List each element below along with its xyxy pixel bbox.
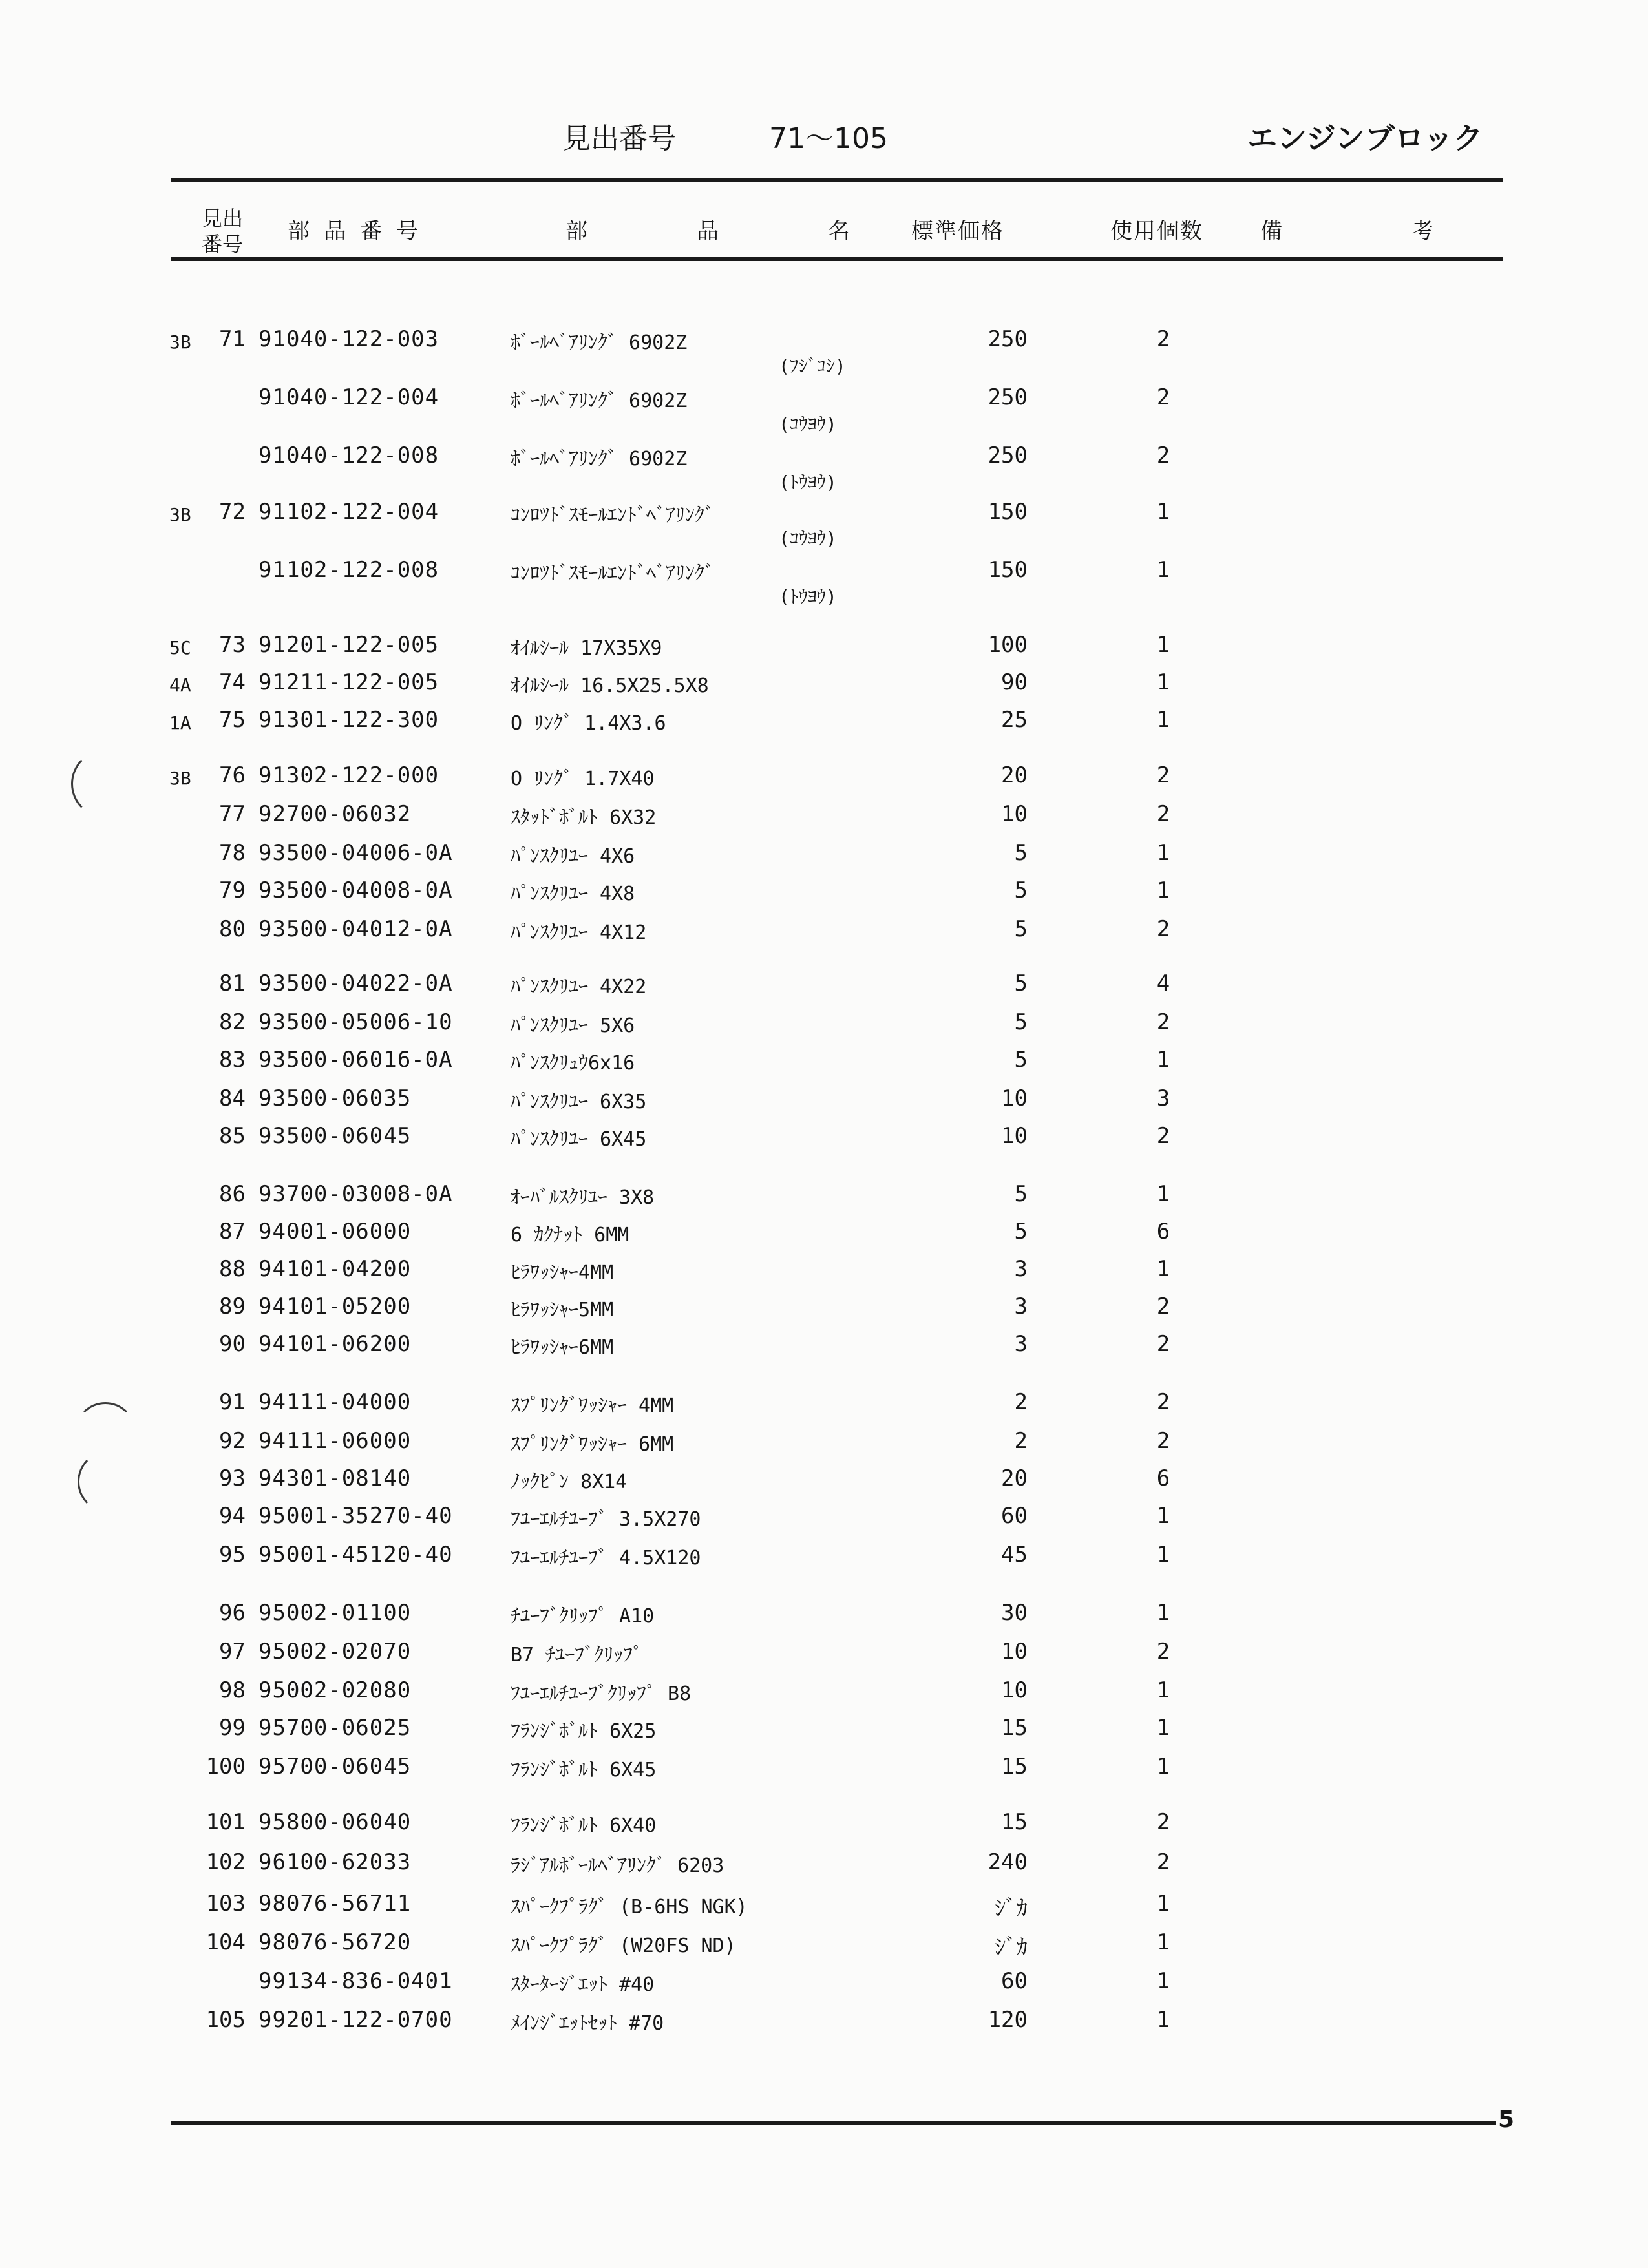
cell-pno: 91302-122-000 xyxy=(259,762,439,788)
cell-price: 20 xyxy=(1001,1465,1028,1491)
cell-idx: 81 xyxy=(219,971,246,996)
cell-name: O ﾘﾝｸﾞ 1.4X3.6 xyxy=(511,712,666,735)
table-row xyxy=(0,762,1648,799)
cell-pno: 95700-06045 xyxy=(259,1754,412,1780)
cell-pno: 94001-06000 xyxy=(259,1219,412,1244)
cell-name: 6 ｶｸﾅｯﾄ 6MM xyxy=(511,1224,629,1246)
cell-qty: 1 xyxy=(1156,1542,1170,1568)
cell-name: ﾋﾗﾜｯｼｬｰ5MM xyxy=(511,1299,614,1321)
cell-price: 15 xyxy=(1001,1754,1028,1780)
cell-pno: 95700-06025 xyxy=(259,1715,412,1741)
table-row xyxy=(0,1809,1648,1845)
cell-idx: 105 xyxy=(206,2007,246,2033)
cell-idx: 94 xyxy=(219,1503,246,1529)
cell-grp: 5C xyxy=(169,637,191,658)
cell-price: 240 xyxy=(988,1849,1028,1875)
cell-sub: (ﾄｳﾖｳ) xyxy=(779,472,837,493)
cell-price: 60 xyxy=(1001,1968,1028,1994)
cell-sub: (ﾌｼﾞｺｼ) xyxy=(779,355,846,377)
cell-pno: 95800-06040 xyxy=(259,1809,412,1835)
cell-qty: 1 xyxy=(1156,1891,1170,1916)
cell-qty: 6 xyxy=(1156,1219,1170,1244)
cell-pno: 94301-08140 xyxy=(259,1465,412,1491)
cell-grp: 4A xyxy=(169,675,191,696)
cell-qty: 2 xyxy=(1156,1331,1170,1357)
table-row xyxy=(0,632,1648,668)
cell-price: 100 xyxy=(988,632,1028,658)
cell-pno: 94101-05200 xyxy=(259,1294,412,1319)
cell-qty: 2 xyxy=(1156,1009,1170,1035)
cell-price: 5 xyxy=(1014,1047,1028,1073)
cell-price: 25 xyxy=(1001,707,1028,733)
cell-name: ﾉｯｸﾋﾟﾝ 8X14 xyxy=(511,1471,628,1493)
cell-idx: 72 xyxy=(219,499,246,525)
cell-qty: 1 xyxy=(1156,840,1170,866)
cell-price: 5 xyxy=(1014,840,1028,866)
table-row xyxy=(0,1428,1648,1464)
cell-price: 10 xyxy=(1001,1123,1028,1149)
table-row xyxy=(0,1849,1648,1885)
cell-idx: 104 xyxy=(206,1929,246,1955)
cell-pno: 95002-01100 xyxy=(259,1600,412,1626)
cell-price: 15 xyxy=(1001,1809,1028,1835)
cell-pno: 91201-122-005 xyxy=(259,632,439,658)
cell-price: 3 xyxy=(1014,1294,1028,1319)
cell-idx: 77 xyxy=(219,801,246,827)
cell-pno: 94101-06200 xyxy=(259,1331,412,1357)
table-row xyxy=(0,1465,1648,1502)
cell-name: ﾋﾗﾜｯｼｬｰ4MM xyxy=(511,1261,614,1284)
cell-name: ﾒｲﾝｼﾞｴｯﾄｾｯﾄ #70 xyxy=(511,2012,664,2035)
cell-name: ﾌﾗﾝｼﾞﾎﾞﾙﾄ 6X25 xyxy=(511,1720,657,1743)
cell-name: ﾊﾟﾝｽｸﾘﾕｰ 4X12 xyxy=(511,921,647,944)
cell-price: 15 xyxy=(1001,1715,1028,1741)
cell-pno: 99201-122-0700 xyxy=(259,2007,453,2033)
cell-sub: (ﾄｳﾖｳ) xyxy=(779,586,837,607)
cell-name: ｽﾊﾟｰｸﾌﾟﾗｸﾞ (B-6HS NGK) xyxy=(511,1896,748,1918)
cell-pno: 93500-04006-0A xyxy=(259,840,453,866)
cell-idx: 99 xyxy=(219,1715,246,1741)
cell-idx: 100 xyxy=(206,1754,246,1780)
cell-qty: 1 xyxy=(1156,1929,1170,1955)
cell-pno: 95002-02080 xyxy=(259,1677,412,1703)
cell-price: 2 xyxy=(1014,1389,1028,1415)
table-row xyxy=(0,2007,1648,2043)
cell-qty: 1 xyxy=(1156,1677,1170,1703)
col-part-no: 部品番号 xyxy=(288,218,432,244)
cell-pno: 92700-06032 xyxy=(259,801,412,827)
table-row xyxy=(0,669,1648,706)
cell-grp: 3B xyxy=(169,504,191,525)
cell-name: ﾌﾗﾝｼﾞﾎﾞﾙﾄ 6X45 xyxy=(511,1759,657,1781)
punch-hole-mark xyxy=(71,750,140,818)
cell-pno: 95001-45120-40 xyxy=(259,1542,453,1568)
cell-qty: 2 xyxy=(1156,443,1170,468)
cell-idx: 76 xyxy=(219,762,246,788)
cell-name: ﾋﾗﾜｯｼｬｰ6MM xyxy=(511,1336,614,1359)
cell-pno: 93500-06035 xyxy=(259,1086,412,1111)
cell-price: 5 xyxy=(1014,1009,1028,1035)
cell-pno: 93500-04022-0A xyxy=(259,971,453,996)
punch-hole-mark xyxy=(78,1451,140,1513)
table-row xyxy=(0,1047,1648,1083)
cell-idx: 102 xyxy=(206,1849,246,1875)
cell-qty: 1 xyxy=(1156,557,1170,583)
cell-idx: 93 xyxy=(219,1465,246,1491)
cell-idx: 91 xyxy=(219,1389,246,1415)
cell-idx: 101 xyxy=(206,1809,246,1835)
table-row xyxy=(0,916,1648,952)
col-name-2: 品 xyxy=(697,218,719,244)
cell-name: B7 ﾁﾕｰﾌﾞｸﾘｯﾌﾟ xyxy=(511,1644,643,1666)
section-title: エンジンブロック xyxy=(1247,121,1483,156)
cell-idx: 85 xyxy=(219,1123,246,1149)
cell-name: ﾎﾞｰﾙﾍﾞｱﾘﾝｸﾞ 6902Z xyxy=(511,390,688,412)
table-row xyxy=(0,557,1648,607)
cell-idx: 97 xyxy=(219,1639,246,1664)
cell-qty: 1 xyxy=(1156,1715,1170,1741)
cell-qty: 2 xyxy=(1156,1294,1170,1319)
cell-price: 150 xyxy=(988,557,1028,583)
col-remarks-1: 備 xyxy=(1260,218,1284,244)
cell-sub: (ｺｳﾖｳ) xyxy=(779,528,837,549)
cell-name: ｺﾝﾛﾂﾄﾞｽﾓｰﾙｴﾝﾄﾞﾍﾞｱﾘﾝｸﾞ xyxy=(511,504,714,527)
col-midashi: 見出番号 xyxy=(202,206,244,257)
cell-idx: 84 xyxy=(219,1086,246,1111)
cell-name: ﾌﾕｰｴﾙﾁﾕｰﾌﾞ 4.5X120 xyxy=(511,1547,701,1570)
cell-name: ｽﾌﾟﾘﾝｸﾞﾜｯｼｬｰ 6MM xyxy=(511,1433,674,1456)
cell-idx: 71 xyxy=(219,326,246,352)
cell-idx: 82 xyxy=(219,1009,246,1035)
cell-qty: 2 xyxy=(1156,1123,1170,1149)
table-row xyxy=(0,801,1648,837)
cell-qty: 1 xyxy=(1156,1754,1170,1780)
cell-qty: 4 xyxy=(1156,971,1170,996)
table-row xyxy=(0,1389,1648,1425)
cell-qty: 2 xyxy=(1156,916,1170,942)
cell-grp: 3B xyxy=(169,768,191,789)
cell-grp: 3B xyxy=(169,331,191,353)
cell-price: 30 xyxy=(1001,1600,1028,1626)
cell-price: 3 xyxy=(1014,1331,1028,1357)
cell-idx: 86 xyxy=(219,1181,246,1207)
cell-pno: 98076-56720 xyxy=(259,1929,412,1955)
cell-name: ｺﾝﾛﾂﾄﾞｽﾓｰﾙｴﾝﾄﾞﾍﾞｱﾘﾝｸﾞ xyxy=(511,562,714,585)
cell-price: 5 xyxy=(1014,1181,1028,1207)
cell-qty: 1 xyxy=(1156,1600,1170,1626)
cell-idx: 83 xyxy=(219,1047,246,1073)
cell-qty: 6 xyxy=(1156,1465,1170,1491)
cell-qty: 1 xyxy=(1156,669,1170,695)
cell-name: ﾊﾟﾝｽｸﾘｭｳ6x16 xyxy=(511,1052,635,1075)
header-range: 71〜105 xyxy=(769,122,888,155)
cell-name: ﾊﾟﾝｽｸﾘﾕｰ 6X35 xyxy=(511,1091,647,1113)
cell-pno: 91102-122-008 xyxy=(259,557,439,583)
cell-price: 250 xyxy=(988,326,1028,352)
cell-pno: 91040-122-003 xyxy=(259,326,439,352)
cell-qty: 1 xyxy=(1156,1503,1170,1529)
table-row xyxy=(0,384,1648,435)
cell-idx: 98 xyxy=(219,1677,246,1703)
cell-idx: 103 xyxy=(206,1891,246,1916)
cell-name: ｵｲﾙｼｰﾙ 16.5X25.5X8 xyxy=(511,675,709,697)
cell-price: 3 xyxy=(1014,1256,1028,1282)
cell-qty: 2 xyxy=(1156,1809,1170,1835)
table-row xyxy=(0,1677,1648,1714)
cell-pno: 96100-62033 xyxy=(259,1849,412,1875)
cell-qty: 1 xyxy=(1156,2007,1170,2033)
table-row xyxy=(0,326,1648,377)
cell-pno: 95001-35270-40 xyxy=(259,1503,453,1529)
cell-price: 150 xyxy=(988,499,1028,525)
col-name-3: 名 xyxy=(828,218,850,244)
cell-idx: 95 xyxy=(219,1542,246,1568)
cell-qty: 1 xyxy=(1156,499,1170,525)
cell-qty: 2 xyxy=(1156,801,1170,827)
cell-idx: 90 xyxy=(219,1331,246,1357)
cell-qty: 3 xyxy=(1156,1086,1170,1111)
cell-name: ﾊﾟﾝｽｸﾘﾕｰ 6X45 xyxy=(511,1128,647,1151)
table-row xyxy=(0,1542,1648,1578)
table-row xyxy=(0,1331,1648,1367)
cell-qty: 1 xyxy=(1156,1047,1170,1073)
cell-name: ﾊﾟﾝｽｸﾘﾕｰ 4X8 xyxy=(511,883,635,905)
table-row xyxy=(0,1968,1648,2004)
cell-idx: 96 xyxy=(219,1600,246,1626)
table-row xyxy=(0,1256,1648,1292)
cell-price: ｼﾞｶ xyxy=(995,1896,1028,1922)
cell-idx: 75 xyxy=(219,707,246,733)
cell-qty: 2 xyxy=(1156,326,1170,352)
cell-idx: 79 xyxy=(219,877,246,903)
cell-qty: 2 xyxy=(1156,1428,1170,1454)
cell-qty: 2 xyxy=(1156,1849,1170,1875)
cell-name: ﾗｼﾞｱﾙﾎﾞｰﾙﾍﾞｱﾘﾝｸﾞ 6203 xyxy=(511,1854,724,1877)
cell-price: 5 xyxy=(1014,971,1028,996)
cell-price: 250 xyxy=(988,384,1028,410)
cell-pno: 91040-122-008 xyxy=(259,443,439,468)
cell-qty: 1 xyxy=(1156,632,1170,658)
cell-name: ｽﾀｯﾄﾞﾎﾞﾙﾄ 6X32 xyxy=(511,806,657,829)
cell-pno: 91040-122-004 xyxy=(259,384,439,410)
cell-name: ﾎﾞｰﾙﾍﾞｱﾘﾝｸﾞ 6902Z xyxy=(511,448,688,470)
cell-pno: 94111-04000 xyxy=(259,1389,412,1415)
page-number: 5 xyxy=(1498,2106,1515,2133)
cell-price: 10 xyxy=(1001,1639,1028,1664)
cell-price: 120 xyxy=(988,2007,1028,2033)
cell-pno: 93700-03008-0A xyxy=(259,1181,453,1207)
cell-idx: 88 xyxy=(219,1256,246,1282)
table-row xyxy=(0,707,1648,743)
bottom-rule xyxy=(171,2121,1496,2125)
cell-price: 250 xyxy=(988,443,1028,468)
cell-price: 5 xyxy=(1014,877,1028,903)
col-remarks-2: 考 xyxy=(1411,218,1435,244)
table-row xyxy=(0,1754,1648,1790)
cell-name: ﾎﾞｰﾙﾍﾞｱﾘﾝｸﾞ 6902Z xyxy=(511,331,688,354)
top-rule xyxy=(171,178,1503,182)
table-row xyxy=(0,1219,1648,1255)
header-rule xyxy=(171,257,1503,261)
cell-pno: 94101-04200 xyxy=(259,1256,412,1282)
table-row xyxy=(0,1123,1648,1159)
col-qty: 使用個数 xyxy=(1110,218,1203,244)
cell-pno: 91102-122-004 xyxy=(259,499,439,525)
cell-idx: 87 xyxy=(219,1219,246,1244)
table-row xyxy=(0,1929,1648,1966)
cell-qty: 1 xyxy=(1156,1968,1170,1994)
cell-price: 10 xyxy=(1001,801,1028,827)
col-name-1: 部 xyxy=(565,218,587,244)
table-row xyxy=(0,1009,1648,1045)
cell-price: 60 xyxy=(1001,1503,1028,1529)
cell-price: 5 xyxy=(1014,1219,1028,1244)
cell-name: ｵｰﾊﾞﾙｽｸﾘﾕｰ 3X8 xyxy=(511,1186,655,1209)
table-row xyxy=(0,443,1648,493)
cell-qty: 2 xyxy=(1156,762,1170,788)
table-row xyxy=(0,1294,1648,1330)
cell-qty: 2 xyxy=(1156,384,1170,410)
cell-name: ﾌﾕｰｴﾙﾁﾕｰﾌﾞ 3.5X270 xyxy=(511,1508,701,1531)
cell-qty: 1 xyxy=(1156,707,1170,733)
cell-idx: 89 xyxy=(219,1294,246,1319)
cell-price: 20 xyxy=(1001,762,1028,788)
cell-pno: 93500-06016-0A xyxy=(259,1047,453,1073)
cell-pno: 93500-06045 xyxy=(259,1123,412,1149)
table-row xyxy=(0,1600,1648,1636)
cell-grp: 1A xyxy=(169,712,191,733)
cell-pno: 98076-56711 xyxy=(259,1891,412,1916)
cell-name: ﾌﾕｰｴﾙﾁﾕｰﾌﾞｸﾘｯﾌﾟ B8 xyxy=(511,1683,692,1705)
cell-name: ﾁﾕｰﾌﾞｸﾘｯﾌﾟ A10 xyxy=(511,1605,655,1628)
cell-idx: 73 xyxy=(219,632,246,658)
cell-price: 10 xyxy=(1001,1677,1028,1703)
cell-qty: 1 xyxy=(1156,877,1170,903)
cell-name: ﾊﾟﾝｽｸﾘﾕｰ 4X6 xyxy=(511,845,635,868)
cell-name: O ﾘﾝｸﾞ 1.7X40 xyxy=(511,768,655,790)
cell-name: ﾌﾗﾝｼﾞﾎﾞﾙﾄ 6X40 xyxy=(511,1814,657,1837)
table-row xyxy=(0,1891,1648,1927)
cell-name: ｽﾌﾟﾘﾝｸﾞﾜｯｼｬｰ 4MM xyxy=(511,1394,674,1417)
cell-qty: 1 xyxy=(1156,1181,1170,1207)
cell-price: 45 xyxy=(1001,1542,1028,1568)
table-row xyxy=(0,1639,1648,1675)
cell-sub: (ｺｳﾖｳ) xyxy=(779,414,837,435)
cell-idx: 78 xyxy=(219,840,246,866)
table-row xyxy=(0,1086,1648,1122)
cell-price: 2 xyxy=(1014,1428,1028,1454)
cell-qty: 2 xyxy=(1156,1389,1170,1415)
col-name xyxy=(565,213,850,245)
table-row xyxy=(0,499,1648,549)
cell-qty: 2 xyxy=(1156,1639,1170,1664)
cell-pno: 94111-06000 xyxy=(259,1428,412,1454)
cell-pno: 95002-02070 xyxy=(259,1639,412,1664)
cell-price: 90 xyxy=(1001,669,1028,695)
table-row xyxy=(0,1715,1648,1751)
cell-idx: 74 xyxy=(219,669,246,695)
cell-pno: 99134-836-0401 xyxy=(259,1968,453,1994)
cell-pno: 93500-04008-0A xyxy=(259,877,453,903)
cell-pno: 93500-05006-10 xyxy=(259,1009,453,1035)
cell-name: ﾊﾟﾝｽｸﾘﾕｰ 4X22 xyxy=(511,976,647,998)
table-row xyxy=(0,1181,1648,1217)
cell-price: 5 xyxy=(1014,916,1028,942)
cell-price: ｼﾞｶ xyxy=(995,1935,1028,1960)
table-row xyxy=(0,840,1648,876)
cell-pno: 91301-122-300 xyxy=(259,707,439,733)
col-price: 標準価格 xyxy=(911,218,1004,244)
cell-idx: 92 xyxy=(219,1428,246,1454)
col-remarks xyxy=(1260,213,1435,245)
table-row xyxy=(0,877,1648,914)
cell-name: ｽﾀｰﾀｰｼﾞｴｯﾄ #40 xyxy=(511,1973,655,1996)
table-row xyxy=(0,1503,1648,1539)
cell-name: ﾊﾟﾝｽｸﾘﾕｰ 5X6 xyxy=(511,1014,635,1037)
table-row xyxy=(0,971,1648,1007)
cell-pno: 91211-122-005 xyxy=(259,669,439,695)
cell-idx: 80 xyxy=(219,916,246,942)
cell-pno: 93500-04012-0A xyxy=(259,916,453,942)
cell-qty: 1 xyxy=(1156,1256,1170,1282)
cell-name: ｽﾊﾟｰｸﾌﾟﾗｸﾞ (W20FS ND) xyxy=(511,1935,736,1957)
cell-name: ｵｲﾙｼｰﾙ 17X35X9 xyxy=(511,637,662,660)
header-label: 見出番号 xyxy=(562,122,676,155)
cell-price: 10 xyxy=(1001,1086,1028,1111)
